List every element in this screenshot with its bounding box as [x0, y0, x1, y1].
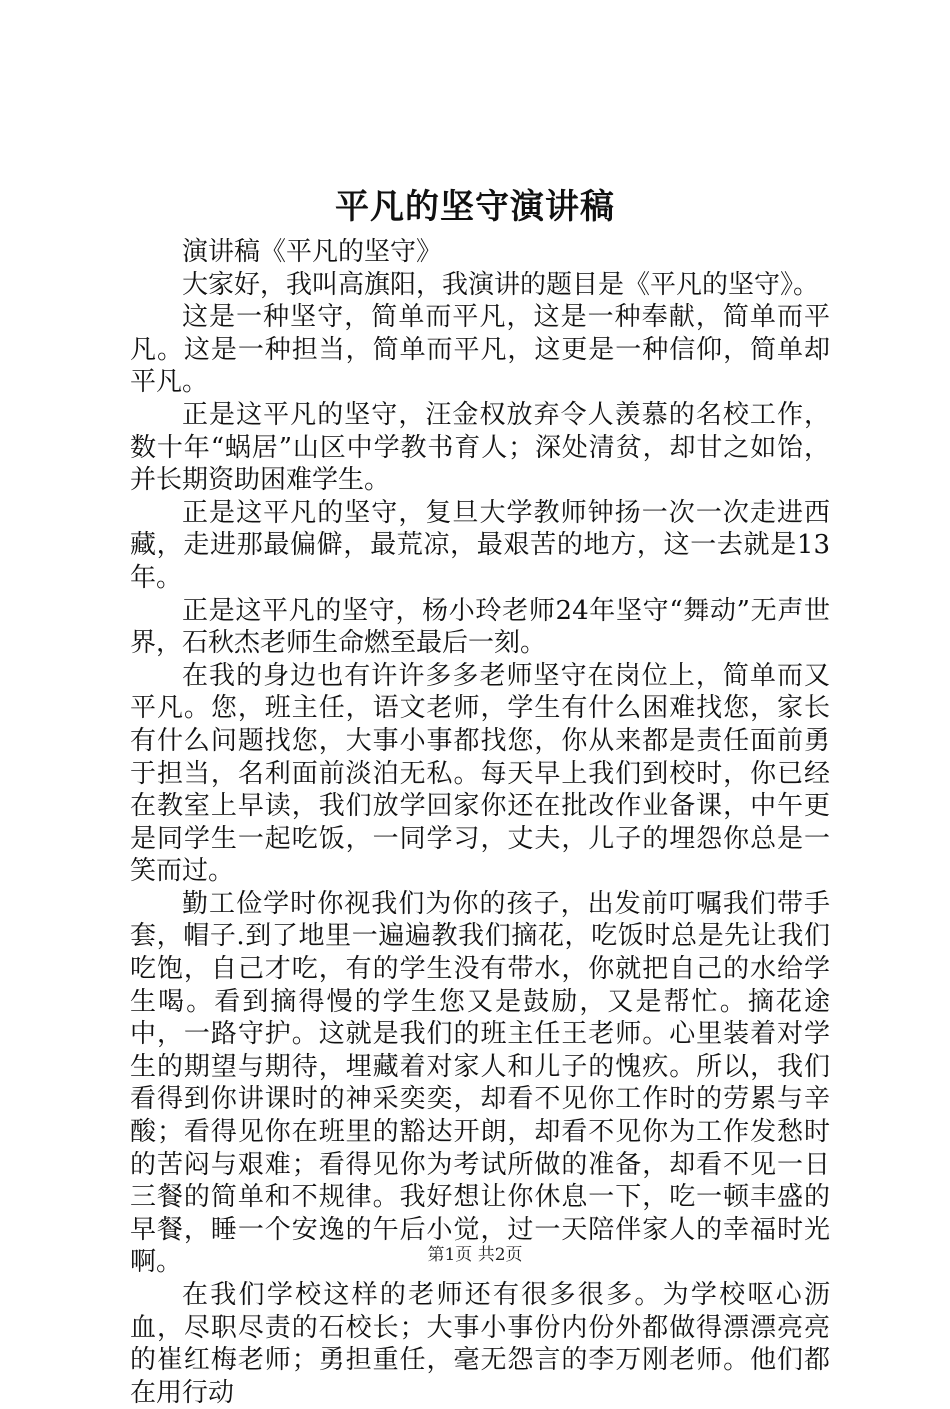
paragraph: 正是这平凡的坚守，汪金权放弃令人羡慕的名校工作，数十年“蜗居”山区中学教书育人；深处清贫，却甘之如饴，并长期资助困难学生。 [130, 399, 830, 496]
document-body [130, 236, 830, 1409]
paragraph-greeting: 大家好，我叫高旗阳，我演讲的题目是《平凡的坚守》。 [182, 269, 820, 300]
paragraph: 在我们学校这样的老师还有很多很多。为学校呕心沥血，尽职尽责的石校长；大事小事份内份外都做得漂漂亮亮的崔红梅老师；勇担重任，毫无怨言的李万刚老师。他们都在用行动 [130, 1280, 830, 1408]
paragraph: 正是这平凡的坚守，杨小玲老师24年坚守“舞动”无声世界，石秋杰老师生命燃至最后一刻。 [130, 595, 830, 659]
paragraph: 正是这平凡的坚守，复旦大学教师钟扬一次一次走进西藏，走进那最偏僻，最荒凉，最艰苦的地方，这一去就是13年。 [130, 497, 830, 593]
paragraph: 勤工俭学时你视我们为你的孩子，出发前叮嘱我们带手套，帽子.到了地里一遍遍教我们摘花，吃饭时总是先让我们吃饱，自己才吃，有的学生没有带水，你就把自己的水给学生喝。看到摘得慢的学生您又是鼓励，又是帮忙。摘花途中，一路守护。这就是我们的班主任王老师。心里装着对学生的期望与期待，埋藏着对家人和儿子的愧疚。所以，我们看得到你讲课时的神采奕奕，却看不见你工作时的劳累与辛酸；看得见你在班里的豁达开朗，却看不见你为工作发愁时的苦闷与艰难；看得见你为考试所做的准备，却看不见一日三餐的简单和不规律。我好想让你休息一下，吃一顿丰盛的早餐，睡一个安逸的午后小觉，过一天陪伴家人的幸福时光啊。 [130, 888, 830, 1278]
paragraph-subtitle: 演讲稿《平凡的坚守》 [182, 237, 443, 267]
document-title: 平凡的坚守演讲稿 [335, 187, 615, 227]
paragraph: 在我的身边也有许许多多老师坚守在岗位上，简单而又平凡。您，班主任，语文老师，学生有什么困难找您，家长有什么问题找您，大事小事都找您，你从来都是责任面前勇于担当，名利面前淡泊无私。每天早上我们到校时，你已经在教室上早读，我们放学回家你还在批改作业备课，中午更是同学生一起吃饭，一同学习，丈夫，儿子的埋怨你总是一笑而过。 [130, 660, 830, 887]
page-number-footer: 第1页 共2页 [427, 1245, 523, 1265]
paragraph: 这是一种坚守，简单而平凡，这是一种奉献，简单而平凡。这是一种担当，简单而平凡，这更是一种信仰，简单却平凡。 [130, 302, 830, 398]
